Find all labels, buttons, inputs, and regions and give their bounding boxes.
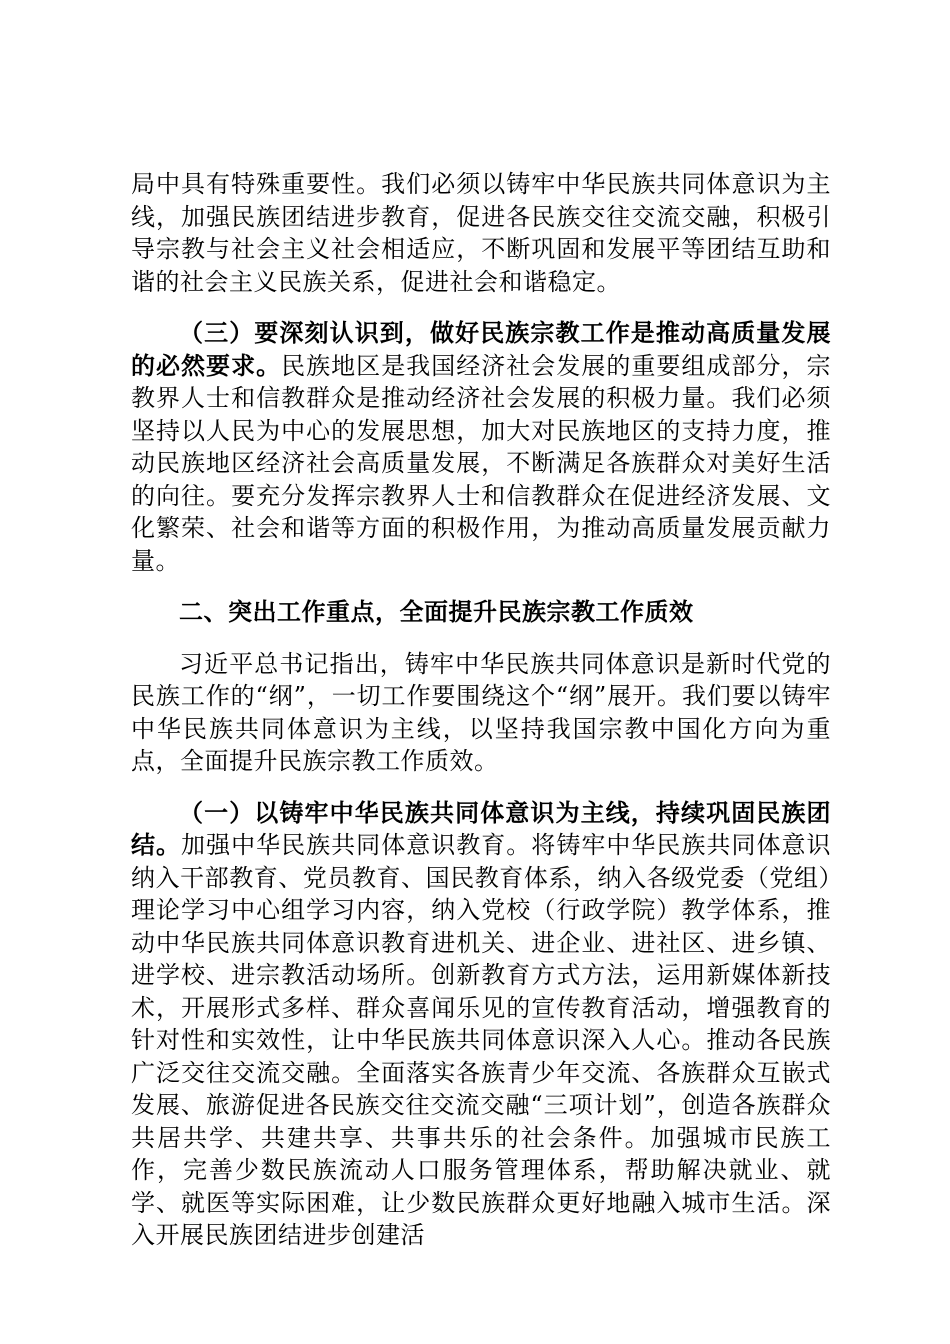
heading-text: 二、突出工作重点，全面提升民族宗教工作质效 bbox=[179, 598, 694, 626]
paragraph-text: 习近平总书记指出，铸牢中华民族共同体意识是新时代党的民族工作的“纲”，一切工作要围绕这个“纲”展开。我们要以铸牢中华民族共同体意识为主线，以坚持我国宗教中国化方向为重点，全面提升民族宗教工作质效。 bbox=[131, 649, 831, 775]
paragraph-section-3 bbox=[131, 317, 831, 577]
paragraph-continuation bbox=[131, 168, 831, 298]
paragraph-intro-part-2 bbox=[131, 648, 831, 778]
section-3-lead: （三）要深刻认识到，做好民族宗教工作是推动高质量发展的必然要求。 bbox=[131, 318, 831, 380]
paragraph-text: 局中具有特殊重要性。我们必须以铸牢中华民族共同体意识为主线，加强民族团结进步教育，促进各民族交往交流交融，积极引导宗教与社会主义社会相适应，不断巩固和发展平等团结互助和谐的社会主义民族关系，促进社会和谐稳定。 bbox=[131, 170, 831, 296]
heading-part-2 bbox=[131, 596, 831, 629]
subsection-1-lead: （一）以铸牢中华民族共同体意识为主线，持续巩固民族团结。 bbox=[131, 797, 831, 859]
document-body bbox=[131, 168, 831, 1252]
section-3-body: 民族地区是我国经济社会发展的重要组成部分，宗教界人士和信教群众是推动经济社会发展的积极力量。我们必须坚持以人民为中心的发展思想，加大对民族地区的支持力度，推动民族地区经济社会高质量发展，不断满足各族群众对美好生活的向往。要充分发挥宗教界人士和信教群众在促进经济发展、文化繁荣、社会和谐等方面的积极作用，为推动高质量发展贡献力量。 bbox=[131, 351, 832, 575]
paragraph-subsection-1 bbox=[131, 797, 831, 1252]
subsection-1-body: 加强中华民族共同体意识教育。将铸牢中华民族共同体意识纳入干部教育、党员教育、国民教育体系，纳入各级党委（党组）理论学习中心组学习内容，纳入党校（行政学院）教学体系，推动中华民族共同体意识教育进机关、进企业、进社区、进乡镇、进学校、进宗教活动场所。创新教育方式方法，运用新媒体新技术，开展形式多样、群众喜闻乐见的宣传教育活动，增强教育的针对性和实效性，让中华民族共同体意识深入人心。推动各民族广泛交往交流交融。全面落实各族青少年交流、各族群众互嵌式发展、旅游促进各民族交往交流交融“三项计划”，创造各族群众共居共学、共建共享、共事共乐的社会条件。加强城市民族工作，完善少数民族流动人口服务管理体系，帮助解决就业、就学、就医等实际困难，让少数民族群众更好地融入城市生活。深入开展民族团结进步创建活 bbox=[131, 831, 832, 1249]
